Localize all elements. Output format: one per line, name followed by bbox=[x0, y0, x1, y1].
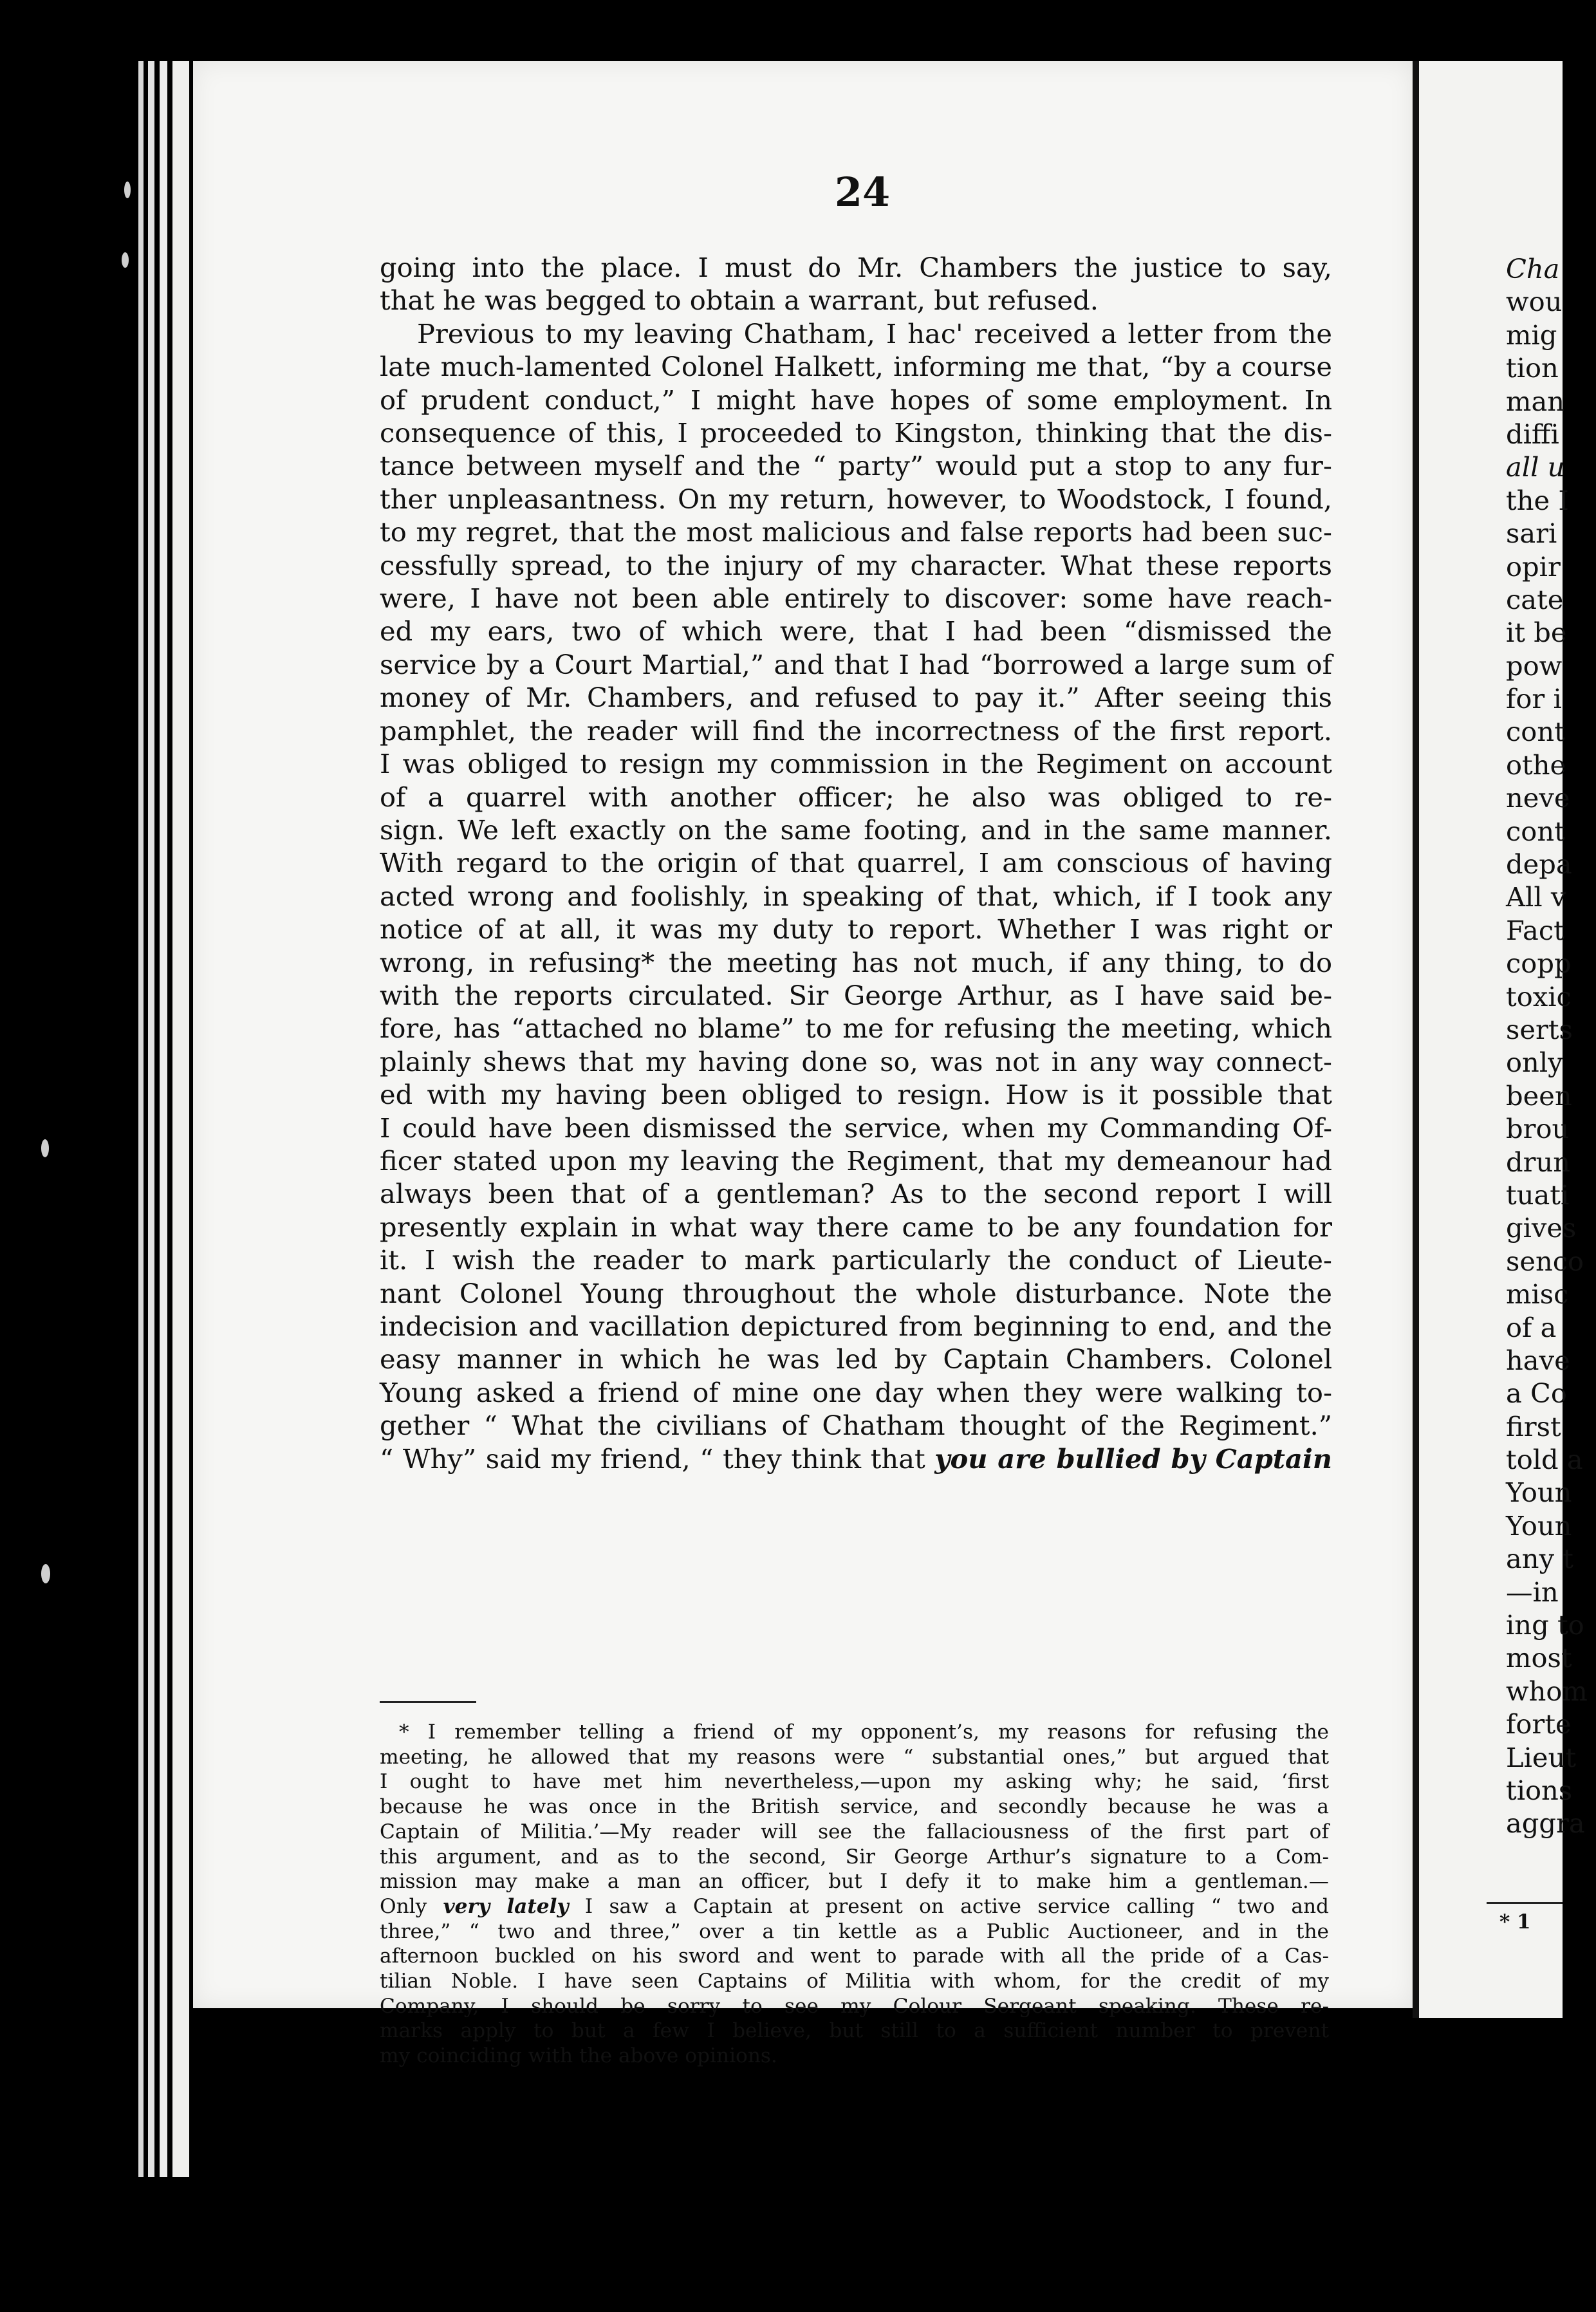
facing-line: it be bbox=[1506, 617, 1567, 649]
facing-line: of a bbox=[1506, 1311, 1557, 1343]
footnote-line: this argument, and as to the second, Sir George Arthur’s signature to a Com- bbox=[380, 1845, 1329, 1869]
body-line: it. I wish the reader to mark particularly the conduct of Lieute- bbox=[380, 1244, 1332, 1276]
facing-line: only bbox=[1506, 1047, 1563, 1079]
scan-mark bbox=[122, 252, 129, 268]
footnote-rule bbox=[380, 1701, 476, 1703]
body-line: plainly shews that my having done so, was not in any way connect- bbox=[380, 1045, 1332, 1077]
facing-line: sari bbox=[1506, 517, 1557, 550]
facing-line: cont bbox=[1506, 716, 1565, 748]
facing-line: senco bbox=[1506, 1245, 1584, 1277]
scan-mark bbox=[41, 1564, 50, 1583]
facing-line: forte bbox=[1506, 1708, 1572, 1740]
facing-line: cate bbox=[1506, 583, 1564, 615]
body-line: of a quarrel with another officer; he also was obliged to re- bbox=[380, 781, 1332, 813]
body-line: ther unpleasantness. On my return, however, to Woodstock, I found, bbox=[380, 483, 1332, 515]
body-line: ed with my having been obliged to resign. How is it possible that bbox=[380, 1079, 1332, 1111]
footnote-line: meeting, he allowed that my reasons were “ substantial ones,” but argued that bbox=[380, 1745, 1329, 1769]
body-line: of prudent conduct,” I might have hopes of some employment. In bbox=[380, 384, 1332, 416]
scan-mark bbox=[124, 182, 131, 198]
gutter bbox=[1413, 61, 1419, 2018]
body-line: were, I have not been able entirely to discover: some have reach- bbox=[380, 583, 1332, 615]
footnote-line: tilian Noble. I have seen Captains of Militia with whom, for the credit of my bbox=[380, 1970, 1329, 1993]
body-line: money of Mr. Chambers, and refused to pay it.” After seeing this bbox=[380, 682, 1332, 714]
facing-line: aggra bbox=[1506, 1807, 1585, 1840]
facing-line: cont bbox=[1506, 815, 1565, 847]
facing-line: the I bbox=[1506, 484, 1569, 516]
body-line: fore, has “attached no blame” to me for refusing the meeting, which bbox=[380, 1012, 1332, 1045]
facing-line: opir bbox=[1506, 550, 1561, 583]
facing-line: tions bbox=[1506, 1774, 1573, 1806]
facing-page-text bbox=[1506, 252, 1596, 1840]
body-line: late much-lamented Colonel Halkett, informing me that, “by a course bbox=[380, 351, 1332, 383]
facing-line: Lieut bbox=[1506, 1741, 1577, 1773]
body-line: always been that of a gentleman? As to the second report I will bbox=[380, 1178, 1332, 1210]
facing-line: copp bbox=[1506, 947, 1572, 980]
facing-line: Fact bbox=[1506, 914, 1564, 946]
body-line: tance between myself and the “ party” would put a stop to any fur- bbox=[380, 450, 1332, 482]
body-line: that he was begged to obtain a warrant, but refused. bbox=[380, 284, 1099, 317]
facing-footnote-rule bbox=[1487, 1902, 1563, 1904]
body-line: notice of at all, it was my duty to report. Whether I was right or bbox=[380, 913, 1332, 946]
body-line: pamphlet, the reader will find the incorrectness of the first report. bbox=[380, 714, 1332, 747]
facing-line: first bbox=[1506, 1410, 1561, 1442]
scan-mark bbox=[41, 1139, 49, 1157]
facing-line: diffi bbox=[1506, 418, 1559, 450]
page-number: 24 bbox=[834, 169, 891, 216]
facing-line: been bbox=[1506, 1079, 1572, 1112]
facing-line: all u bbox=[1506, 451, 1565, 483]
facing-line: most bbox=[1506, 1642, 1572, 1674]
facing-line: Youn bbox=[1506, 1477, 1572, 1509]
body-line: going into the place. I must do Mr. Chambers the justice to say, bbox=[380, 252, 1332, 283]
page-edge bbox=[138, 61, 144, 2177]
footnote-line: my coinciding with the above opinions. bbox=[380, 2044, 777, 2068]
facing-line: whom bbox=[1506, 1675, 1588, 1707]
page-edge bbox=[160, 61, 167, 2177]
body-line: ed my ears, two of which were, that I had been “dismissed the bbox=[380, 615, 1332, 648]
facing-line: gives bbox=[1506, 1212, 1577, 1244]
facing-line: told a bbox=[1506, 1444, 1583, 1476]
body-line: I could have been dismissed the service, when my Commanding Of- bbox=[380, 1112, 1332, 1144]
facing-line: pow bbox=[1506, 649, 1563, 682]
body-line: wrong, in refusing* the meeting has not much, if any thing, to do bbox=[380, 946, 1332, 978]
body-line: sign. We left exactly on the same footing, and in the same manner. bbox=[380, 814, 1332, 846]
footnote-line: because he was once in the British service, and secondly because he was a bbox=[380, 1795, 1329, 1819]
body-line: “ Why” said my friend, “ they think that you are bullied by Captain bbox=[380, 1442, 1332, 1475]
facing-line: ing to bbox=[1506, 1609, 1584, 1641]
footnote-line: I ought to have met him nevertheless,—upon my asking why; he said, ‘first bbox=[380, 1770, 1329, 1794]
facing-line: othe bbox=[1506, 749, 1566, 781]
facing-line: neve bbox=[1506, 782, 1570, 814]
footnote-line: Company, I should be sorry to see my Colour Sergeant speaking. These re- bbox=[380, 1994, 1329, 2018]
body-line: Young asked a friend of mine one day when they were walking to- bbox=[380, 1376, 1332, 1408]
body-line: acted wrong and foolishly, in speaking of that, which, if I took any bbox=[380, 880, 1332, 912]
page-edge bbox=[148, 61, 154, 2177]
body-line: nant Colonel Young throughout the whole disturbance. Note the bbox=[380, 1277, 1332, 1309]
body-line: easy manner in which he was led by Captain Chambers. Colonel bbox=[380, 1343, 1332, 1375]
facing-line: any t bbox=[1506, 1543, 1574, 1575]
body-line: With regard to the origin of that quarrel, I am conscious of having bbox=[380, 847, 1332, 879]
facing-line: man bbox=[1506, 385, 1565, 417]
facing-line: tion bbox=[1506, 352, 1559, 384]
facing-line: mig bbox=[1506, 319, 1557, 351]
page-edge bbox=[172, 61, 189, 2177]
footnote-line: * I remember telling a friend of my opponent’s, my reasons for refusing the bbox=[399, 1720, 1329, 1744]
facing-footnote-mark: * 1 bbox=[1499, 1910, 1531, 1934]
footnote-line: marks apply to but a few I believe, but still to a sufficient number to prevent bbox=[380, 2019, 1329, 2043]
facing-line: —in bbox=[1506, 1576, 1559, 1608]
footnote-line: three,” “ two and three,” over a tin kettle as a Public Auctioneer, and in the bbox=[380, 1919, 1329, 1943]
facing-line: toxic bbox=[1506, 980, 1572, 1012]
facing-line: misc bbox=[1506, 1278, 1569, 1310]
body-line: I was obliged to resign my commission in the Regiment on account bbox=[380, 748, 1332, 780]
facing-line: Cha bbox=[1506, 253, 1560, 284]
facing-line: depa bbox=[1506, 848, 1572, 881]
facing-line: tuati bbox=[1506, 1179, 1570, 1211]
facing-line: for i bbox=[1506, 683, 1562, 715]
body-line: gether “ What the civilians of Chatham thought of the Regiment.” bbox=[380, 1410, 1332, 1442]
body-line: presently explain in what way there came to be any foundation for bbox=[380, 1211, 1332, 1243]
body-line: service by a Court Martial,” and that I had “borrowed a large sum of bbox=[380, 648, 1332, 680]
body-text bbox=[380, 251, 1332, 1475]
body-line: with the reports circulated. Sir George Arthur, as I have said be- bbox=[380, 979, 1332, 1011]
facing-line: All v bbox=[1506, 881, 1566, 913]
body-line: Previous to my leaving Chatham, I hac' received a letter from the bbox=[417, 317, 1332, 350]
facing-line: drun bbox=[1506, 1146, 1571, 1178]
body-line: ficer stated upon my leaving the Regiment, that my demeanour had bbox=[380, 1144, 1332, 1177]
body-line: consequence of this, I proceeded to Kingston, thinking that the dis- bbox=[380, 417, 1332, 449]
body-line: cessfully spread, to the injury of my character. What these reports bbox=[380, 549, 1332, 581]
facing-line: Youn bbox=[1506, 1509, 1572, 1542]
facing-line: a Co bbox=[1506, 1377, 1567, 1410]
body-line: to my regret, that the most malicious and false reports had been suc- bbox=[380, 516, 1332, 548]
facing-line: brou bbox=[1506, 1113, 1570, 1145]
facing-line: have bbox=[1506, 1344, 1570, 1376]
facing-line: wou bbox=[1506, 286, 1563, 318]
facing-line: serts bbox=[1506, 1013, 1573, 1045]
footnote-line: afternoon buckled on his sword and went to parade with all the pride of a Cas- bbox=[380, 1944, 1329, 1968]
footnote-line: Captain of Militia.’—My reader will see the fallaciousness of the first part of bbox=[380, 1820, 1329, 1843]
body-line: indecision and vacillation depictured from beginning to end, and the bbox=[380, 1310, 1332, 1342]
footnote bbox=[380, 1720, 1329, 2069]
footnote-line: mission may make a man an officer, but I defy it to make him a gentleman.— bbox=[380, 1870, 1329, 1894]
footnote-line: Only very lately I saw a Captain at present on active service calling “ two and bbox=[380, 1894, 1329, 1918]
